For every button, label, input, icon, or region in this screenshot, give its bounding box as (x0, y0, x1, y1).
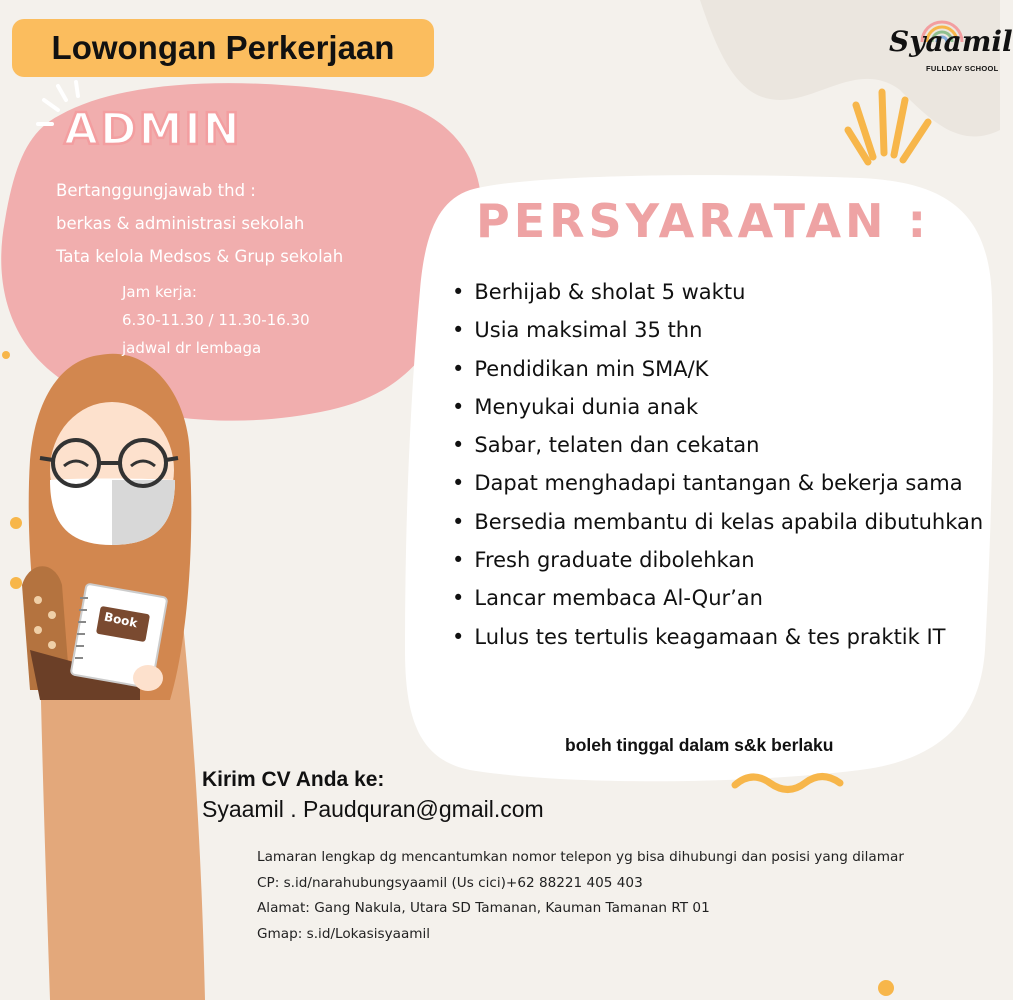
dot-decoration (2, 351, 10, 359)
hours-line: Jam kerja: (122, 283, 197, 301)
logo-name: Syaamil (889, 25, 1013, 58)
hours-line: 6.30-11.30 / 11.30-16.30 (122, 311, 310, 329)
page-title-badge (12, 19, 434, 77)
hours-line: jadwal dr lembaga (122, 339, 262, 357)
logo-subtitle: FULLDAY SCHOOL (926, 64, 999, 73)
requirement-item: • Bersedia membantu di kelas apabila dibutuhkan (452, 503, 983, 541)
dot-decoration (10, 517, 22, 529)
requirement-item: • Fresh graduate dibolehkan (452, 541, 983, 579)
girl-illustration (22, 354, 205, 1000)
contact-info (257, 845, 904, 947)
info-line: Alamat: Gang Nakula, Utara SD Tamanan, Kauman Tamanan RT 01 (257, 900, 710, 916)
requirement-item: • Lancar membaca Al-Qur’an (452, 579, 983, 617)
requirement-item: • Pendidikan min SMA/K (452, 350, 983, 388)
dot-decoration (10, 577, 22, 589)
page-title: Lowongan Perkerjaan (51, 29, 395, 66)
responsibilities (56, 174, 343, 273)
cv-label: Kirim CV Anda ke: (202, 768, 385, 791)
working-hours (122, 278, 310, 362)
requirement-item: • Berhijab & sholat 5 waktu (452, 273, 983, 311)
position-title: ADMIN (64, 104, 242, 155)
requirement-item: • Lulus tes tertulis keagamaan & tes praktik IT (452, 618, 983, 656)
dot-decoration (878, 980, 894, 996)
book-label: Book (102, 609, 139, 631)
requirement-item: • Menyukai dunia anak (452, 388, 983, 426)
requirement-item: • Dapat menghadapi tantangan & bekerja sama (452, 464, 983, 502)
responsibility-line: Tata kelola Medsos & Grup sekolah (56, 247, 344, 266)
cv-email: Syaamil . Paudquran@gmail.com (202, 796, 544, 822)
responsibility-line: Bertanggungjawab thd : (56, 181, 256, 200)
responsibility-line: berkas & administrasi sekolah (56, 214, 305, 233)
requirements-list (452, 273, 983, 656)
info-line: CP: s.id/narahubungsyaamil (Us cici)+62 88221 405 403 (257, 874, 643, 891)
requirements-note: boleh tinggal dalam s&k berlaku (565, 735, 834, 755)
info-line: Gmap: s.id/Lokasisyaamil (257, 925, 431, 942)
requirements-title: PERSYARATAN : (476, 194, 930, 248)
requirement-item: • Sabar, telaten dan cekatan (452, 426, 983, 464)
requirement-item: • Usia maksimal 35 thn (452, 311, 983, 349)
squiggle-decoration (735, 777, 840, 790)
info-line: Lamaran lengkap dg mencantumkan nomor telepon yg bisa dihubungi dan posisi yang dilamar (257, 849, 904, 865)
